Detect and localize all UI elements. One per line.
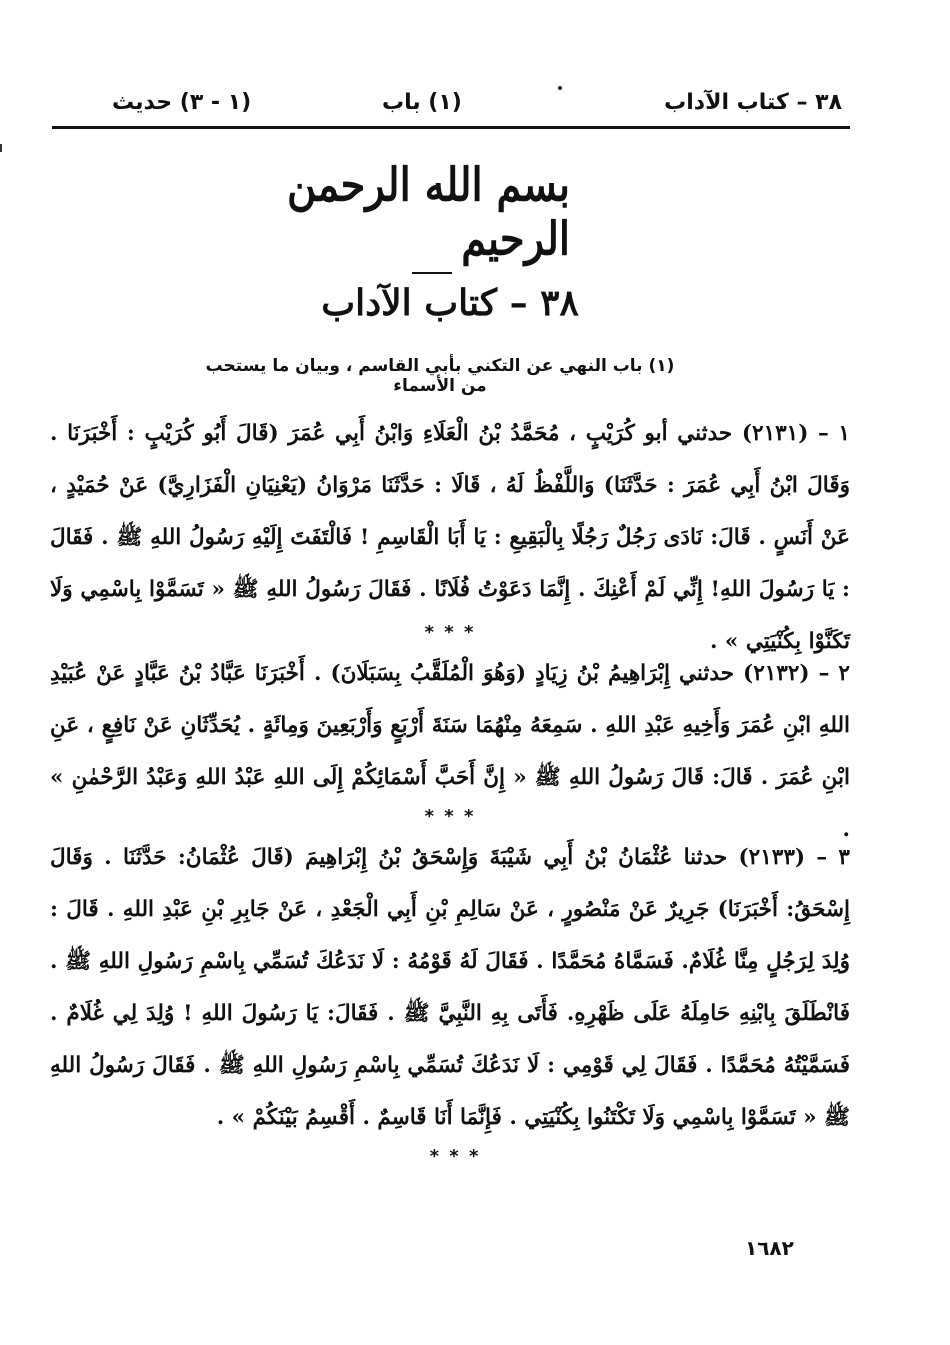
running-header <box>52 84 850 128</box>
basmala-calligraphy <box>270 157 570 267</box>
hadith-paragraph-2: ٢ – (٢١٣٢) حدثني إِبْرَاهِيمُ بْنُ زِيَادٍ (وَهُوَ الْمُلَقَّبُ بِسَبَلَانَ) . أَخْبَرَنَا عَبَّادُ بْنُ عَبَّادٍ عَنْ عُبَيْدِ اللهِ ابْنِ عُمَرَ وَأَخِيهِ عَبْدِ اللهِ . سَمِعَهُ مِنْهُمَا سَنَةَ أَرْبَعٍ وَأَرْبَعِينَ وَمِائَةٍ . يُحَدِّثَانِ عَنْ نَافِعٍ ، عَنِ ابْنِ عُمَرَ . قَالَ: قَالَ رَسُولُ اللهِ ﷺ « إِنَّ أَحَبَّ أَسْمَائِكُمْ إِلَى اللهِ عَبْدُ اللهِ وَعَبْدُ الرَّحْمٰنِ » . <box>50 661 850 842</box>
header-bab-label: (١) باب <box>382 90 462 115</box>
page-number: ١٦٨٢ <box>745 1236 794 1260</box>
section-separator: * * * <box>429 1146 481 1167</box>
margin-mark <box>0 144 2 152</box>
header-hadith-range: (١ - ٣) حديث <box>112 90 252 115</box>
hadith-paragraph-1: ١ – (٢١٣١) حدثني أبو كُرَيْبٍ ، مُحَمَّدُ بْنُ الْعَلَاءِ وَابْنُ أَبِي عُمَرَ (قَالَ أَبُو كُرَيْبٍ : أَخْبَرَنَا . وَقَالَ ابْنُ أَبِي عُمَرَ : حَدَّثَنَا) وَاللَّفْظُ لَهُ ، قَالَا : حَدَّثَنَا مَرْوَانُ (يَعْنِيَانِ الْفَزَارِيَّ) عَنْ حُمَيْدٍ ، عَنْ أَنَسٍ . قَالَ: نَادَى رَجُلٌ رَجُلًا بِالْبَقِيعِ : يَا أَبَا الْقَاسِمِ ! فَالْتَفَتَ إِلَيْهِ رَسُولُ اللهِ ﷺ . فَقَالَ : يَا رَسُولَ اللهِ! إِنِّي لَمْ أَعْنِكَ . إِنَّمَا دَعَوْتُ فُلَانًا . فَقَالَ رَسُولُ اللهِ ﷺ « تَسَمَّوْا بِاسْمِي وَلَا تَكَنَّوْا بِكُنْيَتِي » . <box>50 421 850 654</box>
book-title: ٣٨ – كتاب الآداب <box>321 282 579 324</box>
header-divider <box>52 126 850 129</box>
basmala-text: بسم الله الرحمن الرحيم <box>287 157 570 267</box>
chapter-heading: (١) باب النهي عن التكني بأبي القاسم ، وبيان ما يستحب من الأسماء <box>205 356 675 396</box>
section-separator: * * * <box>424 806 476 827</box>
title-divider <box>412 272 452 274</box>
print-speck <box>558 86 562 90</box>
hadith-paragraph-3: ٣ – (٢١٣٣) حدثنا عُثْمَانُ بْنُ أَبِي شَيْبَةَ وَإِسْحَقُ بْنُ إِبْرَاهِيمَ (قَالَ عُثْمَانُ: حَدَّثَنَا . وَقَالَ إِسْحَقُ: أَخْبَرَنَا) جَرِيرٌ عَنْ مَنْصُورٍ ، عَنْ سَالِمِ بْنِ أَبِي الْجَعْدِ ، عَنْ جَابِرِ بْنِ عَبْدِ اللهِ . قَالَ : وُلِدَ لِرَجُلٍ مِنَّا غُلَامٌ. فَسَمَّاهُ مُحَمَّدًا . فَقَالَ لَهُ قَوْمُهُ : لَا نَدَعُكَ تُسَمِّي بِاسْمِ رَسُولِ اللهِ ﷺ . فَانْطَلَقَ بِابْنِهِ حَامِلَهُ عَلَى ظَهْرِهِ. فَأَتَى بِهِ النَّبِيَّ ﷺ . فَقَالَ: يَا رَسُولَ اللهِ ! وُلِدَ لِي غُلَامٌ . فَسَمَّيْتُهُ مُحَمَّدًا . فَقَالَ لِي قَوْمِي : لَا نَدَعُكَ تُسَمِّي بِاسْمِ رَسُولِ اللهِ ﷺ . فَقَالَ رَسُولُ اللهِ ﷺ « تَسَمَّوْا بِاسْمِي وَلَا تَكْتَنُوا بِكُنْيَتِي . فَإِنَّمَا أَنَا قَاسِمٌ . أَقْسِمُ بَيْنَكُمْ » . <box>50 845 850 1130</box>
header-book-title: ٣٨ – كتاب الآداب <box>664 90 842 115</box>
section-separator: * * * <box>424 622 476 643</box>
